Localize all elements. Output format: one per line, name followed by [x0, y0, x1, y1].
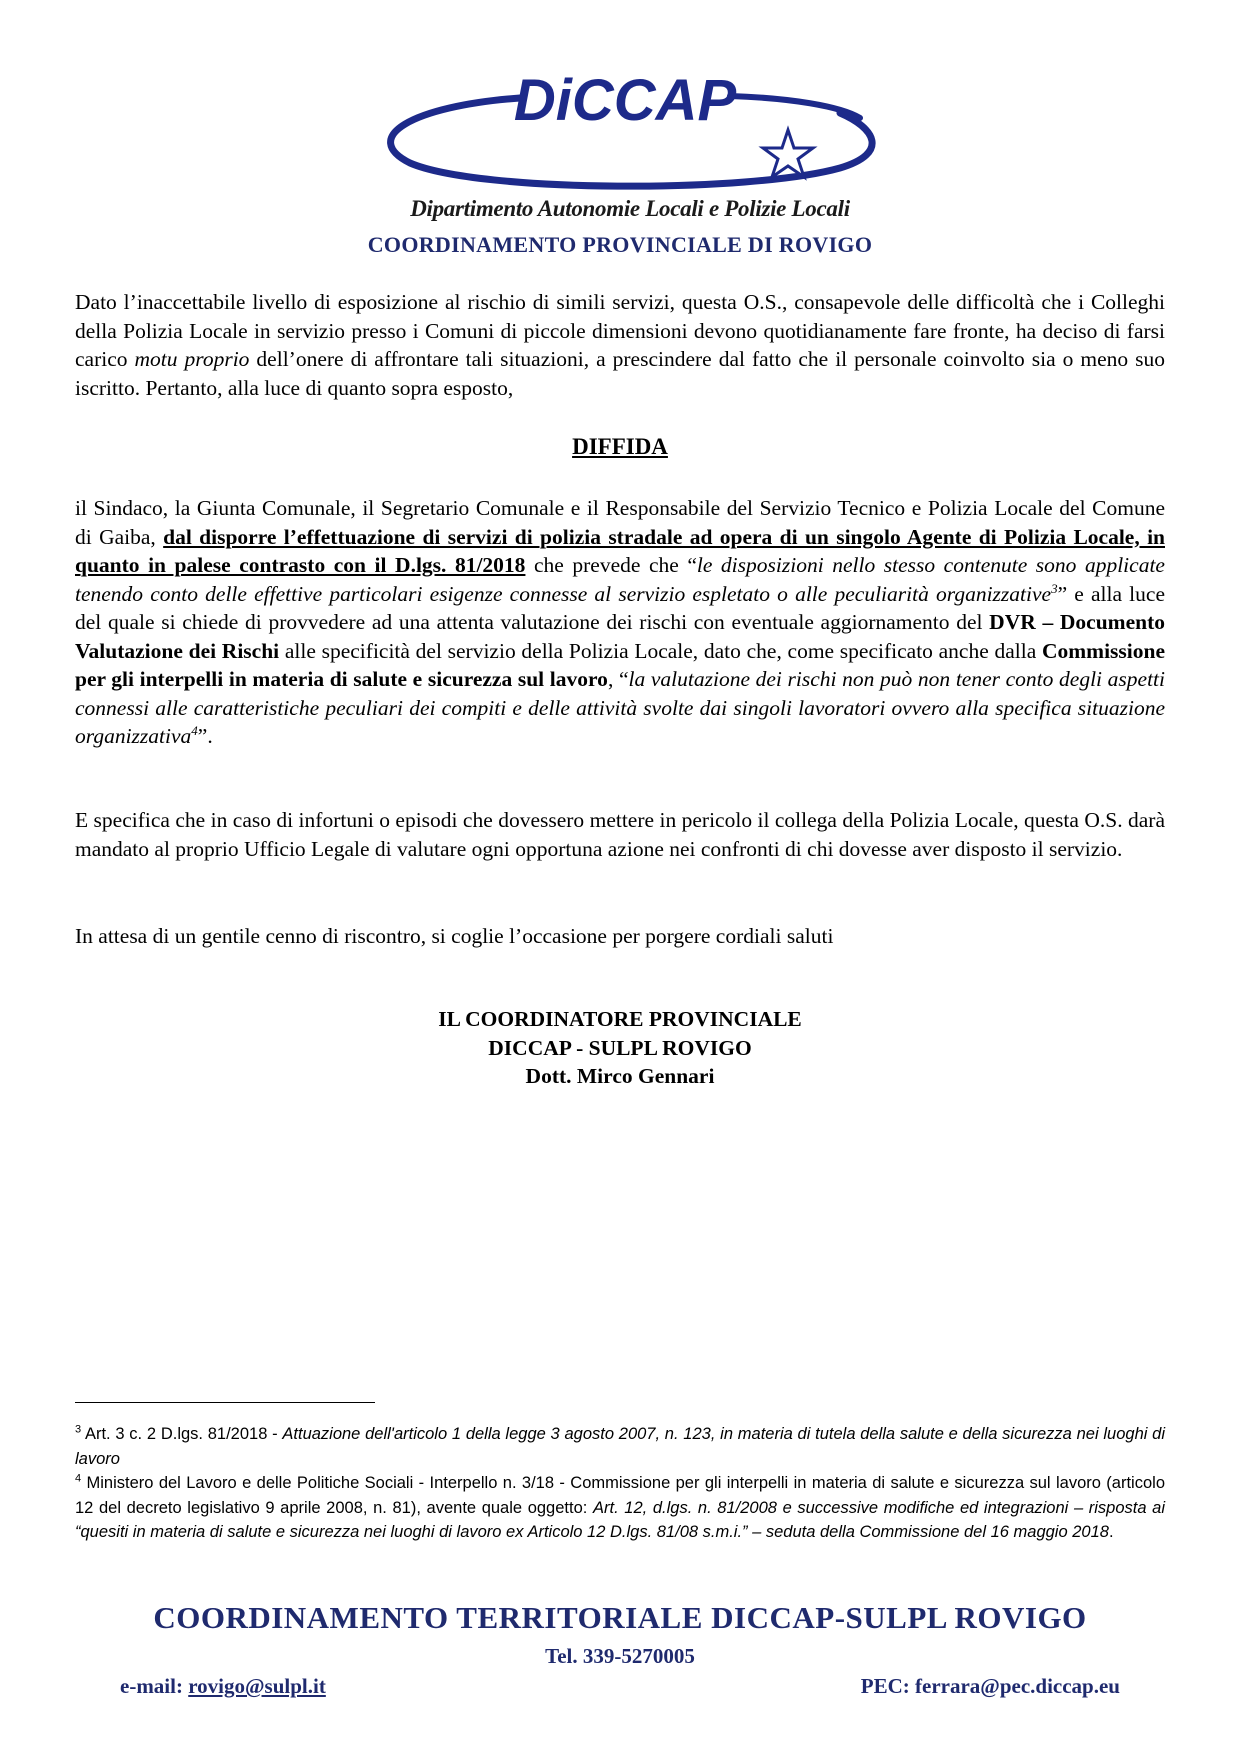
p2-bold-dvr: DVR – Documento Valutazione dei Rischi: [75, 610, 1165, 663]
footnote-4-text: Ministero del Lavoro e delle Politiche Sociali - Interpello n. 3/18 - Commissione per gli interpelli in materia di salute e sicurezza sul lavoro (articolo 12 del decreto legislativo 9 aprile 2008, n. 81), avente quale oggetto:: [75, 1474, 1165, 1517]
signature-name: Dott. Mirco Gennari: [525, 1064, 715, 1088]
footnote-4-italic: Art. 12, d.lgs. n. 81/2008 e successive modifiche ed integrazioni – risposta ai “quesiti in materia di salute e sicurezza nei luoghi di lavoro ex Articolo 12 D.lgs. 81/08 s.m.i.” – seduta della Commissione del 16 maggio 2018: [75, 1498, 1166, 1541]
p2-text-e: , “: [607, 667, 629, 691]
logo-subtitle: Dipartimento Autonomie Locali e Polizie Locali: [410, 196, 850, 221]
p2-text-a: il Sindaco, la Giunta Comunale, il Segretario Comunale e il Responsabile del Servizio Tecnico e Polizia Locale del Comune di Gaiba,: [75, 496, 1165, 549]
footnote-separator: [75, 1402, 375, 1403]
p1-italic: motu proprio: [134, 347, 250, 371]
p2-italic-quote-2: la valutazione dei rischi non può non tener conto degli aspetti connessi alle caratteristiche peculiari dei compiti e delle attività svolte dai singoli lavoratori ovvero alla specifica situazione organizzativa: [75, 667, 1165, 748]
paragraph-intro: [75, 288, 1165, 402]
signature-role: IL COORDINATORE PROVINCIALE: [438, 1007, 802, 1031]
p2-text-c: ” e alla luce del quale si chiede di provvedere ad una attenta valutazione dei rischi con eventuale aggiornamento del: [75, 581, 1165, 634]
footnote-ref-3: 3: [1051, 580, 1058, 596]
coordinamento-provinciale-heading: COORDINAMENTO PROVINCIALE DI ROVIGO: [367, 232, 873, 257]
footer-title: COORDINAMENTO TERRITORIALE DICCAP-SULPL ROVIGO: [153, 1600, 1087, 1635]
footnote-3-number: 3: [75, 1423, 82, 1436]
footer-email: [120, 1674, 326, 1699]
p2-text-d: alle specificità del servizio della Polizia Locale, dato che, come specificato anche dalla: [279, 638, 1042, 663]
footnote-3: [75, 1422, 1165, 1471]
footer-phone: Tel. 339-5270005: [545, 1644, 695, 1668]
logo-ellipse-star-icon: [370, 58, 890, 198]
diffida-heading: DIFFIDA: [572, 434, 668, 459]
footer-email-link[interactable]: rovigo@sulpl.it: [188, 1674, 326, 1698]
p2-italic-quote-1: le disposizioni nello stesso contenute sono applicate tenendo conto delle effettive particolari esigenze connesse al servizio espletato o alle peculiarità organizzative: [75, 553, 1165, 606]
footnote-4-number: 4: [75, 1472, 82, 1485]
p2-underlined-bold: dal disporre l’effettuazione di servizi di polizia stradale ad opera di un singolo Agente di Polizia Locale, in quanto in palese contrasto con il D.lgs. 81/2018: [75, 524, 1165, 577]
p2-text-b: che prevede che “: [525, 553, 697, 577]
p1-text-b: dell’onere di affrontare tali situazioni, a prescindere dal fatto che il personale coinvolto sia o meno suo iscritto. Pertanto, alla luce di quanto sopra esposto,: [75, 347, 1165, 400]
paragraph-saluti: In attesa di un gentile cenno di riscontro, si coglie l’occasione per porgere cordiali saluti: [75, 924, 834, 948]
logo-word: DiCCAP: [513, 68, 737, 133]
diccap-logo: [370, 58, 890, 233]
footnote-4: [75, 1471, 1165, 1545]
footnote-3-italic: Attuazione dell'articolo 1 della legge 3 agosto 2007, n. 123, in materia di tutela della salute e della sicurezza nei luoghi di lavoro: [75, 1425, 1166, 1468]
footnotes: [75, 1422, 1165, 1545]
paragraph-specifica: E specifica che in caso di infortuni o episodi che dovessero mettere in pericolo il collega della Polizia Locale, questa O.S. darà mandato al proprio Ufficio Legale di valutare ogni opportuna azione nei confronti di chi dovesse aver disposto il servizio.: [75, 808, 1165, 861]
footnote-ref-4: 4: [191, 722, 198, 738]
paragraph-diffida: [75, 494, 1165, 751]
p2-text-f: ”.: [197, 724, 213, 748]
footnote-3-text: Art. 3 c. 2 D.lgs. 81/2018 -: [81, 1425, 283, 1443]
p1-text-a: Dato l’inaccettabile livello di esposizione al rischio di simili servizi, questa O.S., consapevole delle difficoltà che i Colleghi della Polizia Locale in servizio presso i Comuni di piccole dimensioni devono quotidianamente fare fronte, ha deciso di farsi carico: [75, 290, 1165, 371]
footer-email-label: e-mail:: [120, 1674, 189, 1698]
p2-bold-commissione: Commissione per gli interpelli in materia di salute e sicurezza sul lavoro: [75, 638, 1165, 691]
signature-block: [0, 1005, 1240, 1091]
footnote-4-end: .: [1108, 1523, 1114, 1541]
signature-organization: DICCAP - SULPL ROVIGO: [488, 1035, 752, 1060]
footer-pec: PEC: ferrara@pec.diccap.eu: [860, 1674, 1120, 1698]
